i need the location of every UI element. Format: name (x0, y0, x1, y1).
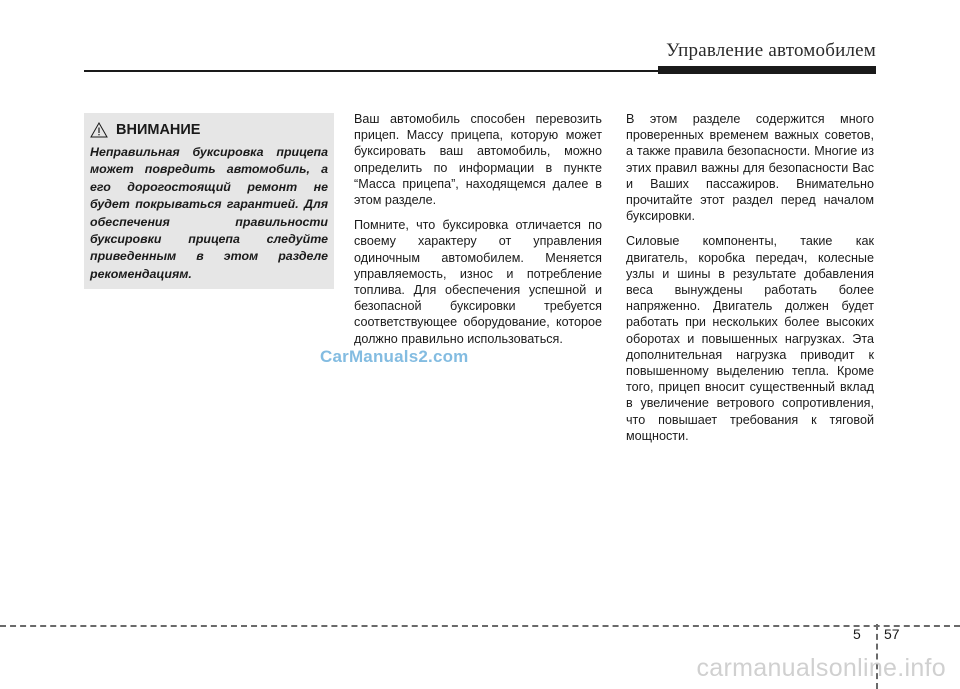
paragraph: Ваш автомобиль способен перевозить прицеп. Массу прицепа, которую может буксировать ваш автомобиль, можно определить по информации в пункте “Масса прицепа”, находящемся далее в этом разделе. (354, 112, 602, 208)
header-rule-thin (84, 70, 660, 72)
paragraph: Силовые компоненты, такие как двигатель, коробка передач, колесные узлы и шины в результате добавления веса вынуждены работать более напряженно. Двигатель должен будет работать при нескольких более высоких оборотах и повышенных нагрузках. Эта дополнительная нагрузка приводит к повышенному выделению тепла. Кроме того, прицеп вносит существенный вклад в увеличение ветрового сопротивления, что повышает требования к тяговой мощности. (626, 234, 874, 443)
warning-title: ВНИМАНИЕ (116, 122, 201, 138)
page-header-title: Управление автомобилем (666, 40, 876, 61)
warning-text: Неправильная буксировка прицепа может повредить автомобиль, а его дорогостоящий ремонт не будет покрываться гарантией. Для обеспечения правильности буксировки прицепа следуйте приведенным в этом разделе рекомендациям. (90, 145, 328, 281)
text-column-2 (354, 111, 602, 356)
chapter-number: 5 (853, 626, 861, 642)
footer-divider (0, 625, 960, 627)
watermark: CarManuals2.com (320, 347, 469, 366)
paragraph: Помните, что буксировка отличается по своему характеру от управления одиночным автомобилем. Меняется управляемость, износ и потребление топлива. Для обеспечения успешной и безопасной буксировки требуется соответствующее оборудование, которое должно правильно использоваться. (354, 218, 602, 346)
warning-box (84, 113, 334, 289)
text-column-3 (626, 111, 874, 453)
header-rule-thick (658, 66, 876, 74)
paragraph: В этом разделе содержится много проверенных временем важных советов, а также правила безопасности. Многие из этих правил важны для безопасности Вас и Ваших пассажиров. Внимательно прочитайте этот раздел перед началом буксировки. (626, 112, 874, 224)
page-number: 57 (884, 626, 900, 642)
warning-header (90, 119, 328, 141)
warning-triangle-icon (90, 122, 108, 138)
footer-site-watermark: carmanualsonline.info (696, 654, 946, 682)
